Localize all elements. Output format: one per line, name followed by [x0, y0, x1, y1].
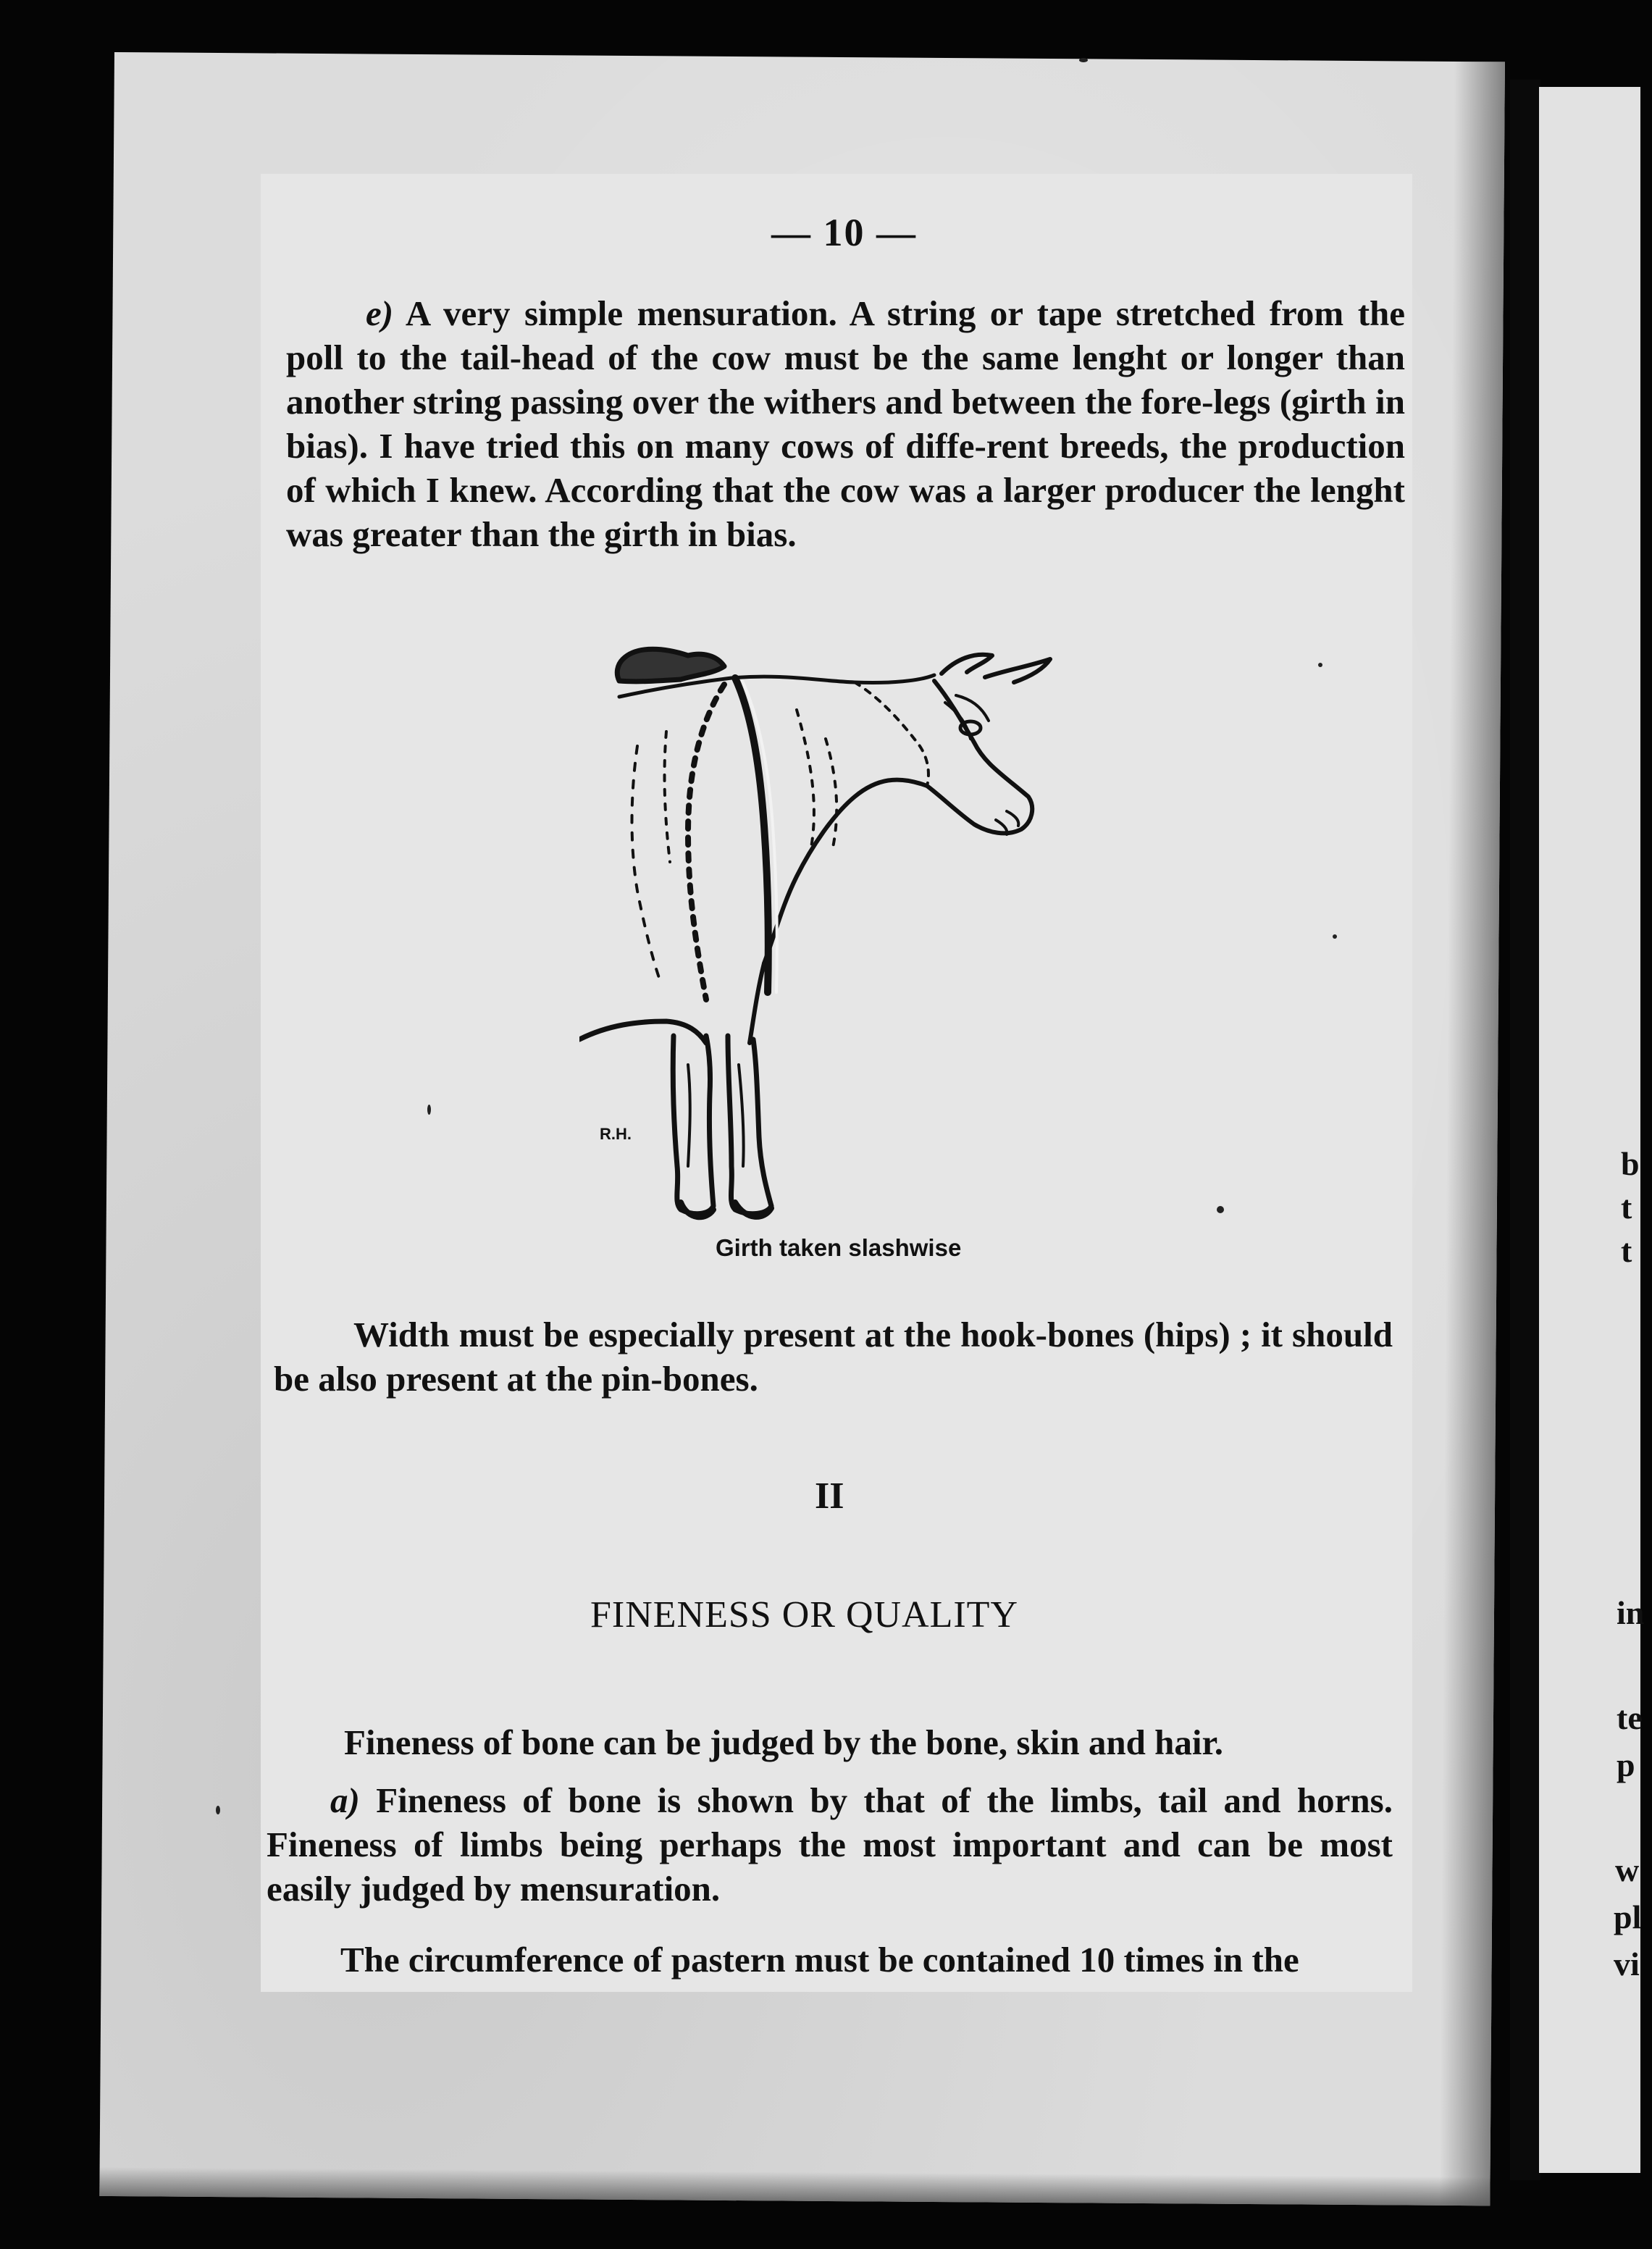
right-page-fragment: te [1617, 1699, 1643, 1736]
right-page-fragment: p [1617, 1746, 1635, 1783]
head-outline [927, 681, 1032, 833]
paragraph-a-lead: a) [330, 1780, 360, 1820]
neck-lower [764, 780, 927, 963]
book-gutter [1510, 80, 1540, 2180]
brisket [750, 963, 764, 1043]
right-page-fragment: t [1621, 1189, 1632, 1226]
leg-front [728, 1036, 771, 1214]
right-page-fragment: b [1621, 1145, 1640, 1182]
neck-upper [855, 682, 928, 786]
right-page-fragment: in [1617, 1594, 1645, 1631]
scan-speck [1333, 934, 1337, 939]
paragraph-fineness: Fineness of bone can be judged by the bone, skin and hair. [344, 1722, 1223, 1762]
page-curl-shadow [1439, 62, 1505, 2206]
body-dashed-mid [665, 732, 670, 862]
paragraph-circumference: The circumference of pastern must be contained 10 times in the [340, 1940, 1299, 1980]
paragraph-e-text: A very simple mensuration. A string or tape stretched from the poll to the tail-head of the cow must be the same lenght or longer than another string passing over the withers and between the fore-legs (girth in bias). I have tried this on many cows of diffe-rent breeds, the production of which I knew. According that the cow was a larger producer the lenght was greater than the girth in bias. [286, 293, 1406, 554]
scan-speck [1079, 58, 1088, 62]
girth-strap [735, 678, 768, 992]
paragraph-width: Width must be especially present at the hook-bones (hips) ; it should be also present at the pin-bones. [274, 1315, 1393, 1399]
horn-left [942, 655, 992, 674]
cow-girth-illustration [579, 630, 1115, 1224]
girth-bias-dashed [688, 684, 724, 1000]
right-page-fragment: pl [1614, 1898, 1642, 1935]
tail-tuft [617, 649, 724, 682]
shoulder-dashed [797, 710, 837, 847]
scan-speck [216, 1806, 220, 1814]
page-bottom-edge [99, 2167, 1490, 2206]
figure-caption: Girth taken slashwise [716, 1234, 962, 1261]
right-page-fragment: w [1615, 1851, 1640, 1888]
section-title: FINENESS OR QUALITY [590, 1594, 1018, 1636]
horn-right [985, 659, 1050, 682]
body-dashed-left [632, 746, 660, 978]
scan-speck [1318, 663, 1322, 667]
right-page-fragment: vi [1614, 1946, 1640, 1982]
right-page-fragment: t [1621, 1232, 1632, 1269]
belly-line [579, 1021, 706, 1043]
section-number: II [815, 1475, 844, 1517]
paragraph-a-text: Fineness of bone is shown by that of the limbs, tail and horns. Fineness of limbs being perhaps the most important and can be most easily judged by mensuration. [267, 1780, 1393, 1909]
scan-speck [427, 1105, 431, 1115]
illustrator-initials: R.H. [600, 1125, 632, 1143]
paragraph-e [286, 291, 1405, 556]
paragraph-a [267, 1778, 1393, 1911]
leg-detail [688, 1065, 744, 1166]
scan-speck [1217, 1206, 1224, 1213]
paragraph-e-lead: e) [366, 293, 394, 333]
hooves [681, 1202, 771, 1217]
page-number: — 10 — [771, 211, 917, 254]
leg-back [673, 1036, 713, 1214]
